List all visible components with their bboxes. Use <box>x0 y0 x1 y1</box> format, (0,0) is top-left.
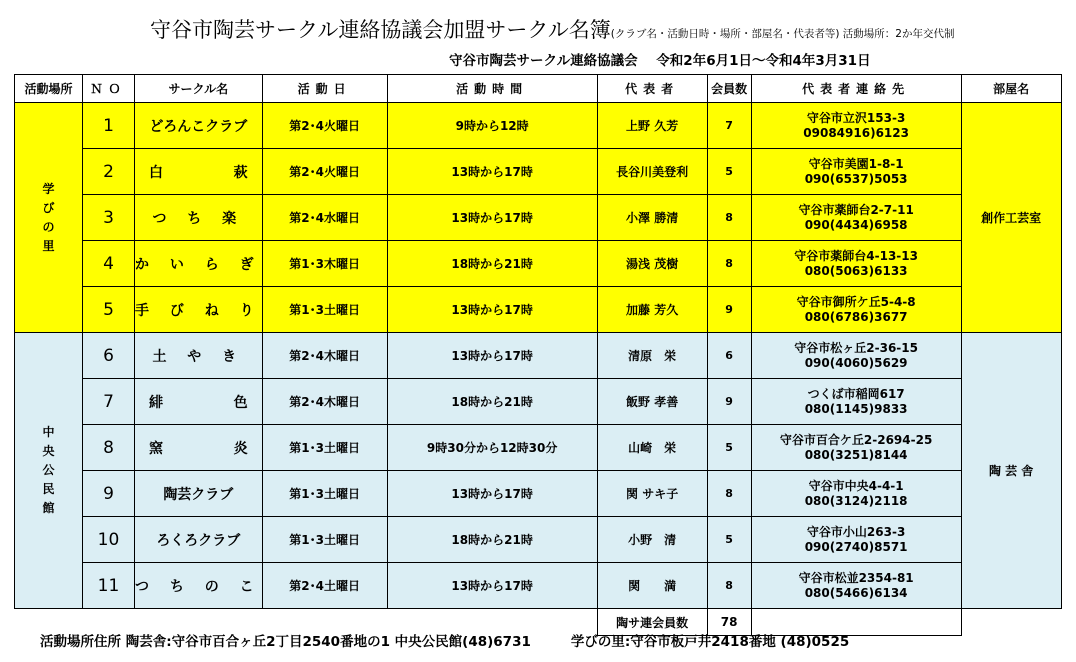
contact-cell <box>751 563 961 609</box>
header-location: 活動場所 <box>15 75 83 103</box>
activity-day: 第2･4土曜日 <box>262 563 387 609</box>
member-count: 5 <box>707 149 751 195</box>
representative: 清原 栄 <box>597 333 707 379</box>
contact-phone: 09084916)6123 <box>803 125 909 140</box>
member-count: 8 <box>707 195 751 241</box>
row-number: 5 <box>83 287 135 333</box>
contact-address: 守谷市御所ケ丘5-4-8 <box>796 294 916 309</box>
contact-cell <box>751 195 961 241</box>
header-room: 部屋名 <box>961 75 1061 103</box>
circle-name: 土 や き <box>135 333 263 379</box>
header-contact: 代表者連絡先 <box>751 75 961 103</box>
circle-name: 陶芸クラブ <box>135 471 263 517</box>
representative: 山崎 栄 <box>597 425 707 471</box>
contact-phone: 080(5063)6133 <box>804 263 908 278</box>
header-day: 活動日 <box>262 75 387 103</box>
activity-time: 13時から17時 <box>387 287 597 333</box>
table-row <box>15 425 1062 471</box>
header-row <box>15 75 1062 103</box>
contact-cell <box>751 149 961 195</box>
contact-cell <box>751 333 961 379</box>
contact-cell <box>751 103 961 149</box>
activity-time: 9時30分から12時30分 <box>387 425 597 471</box>
org-name: 守谷市陶芸サークル連絡協議会 <box>449 53 638 69</box>
member-count: 7 <box>707 103 751 149</box>
representative: 湯浅 茂樹 <box>597 241 707 287</box>
contact-phone: 090(6537)5053 <box>804 171 908 186</box>
activity-day: 第1･3土曜日 <box>262 287 387 333</box>
location-char: 中 <box>42 425 55 439</box>
circle-name: 白 萩 <box>135 149 263 195</box>
contact-address: 守谷市松並2354-81 <box>798 570 914 585</box>
member-count: 9 <box>707 287 751 333</box>
row-number: 3 <box>83 195 135 241</box>
title-main: 守谷市陶芸サークル連絡協議会加盟サークル名簿 <box>150 18 611 42</box>
activity-day: 第1･3土曜日 <box>262 517 387 563</box>
member-count: 9 <box>707 379 751 425</box>
representative: 関 サキ子 <box>597 471 707 517</box>
circle-name: つ ち の こ <box>135 563 263 609</box>
member-count: 6 <box>707 333 751 379</box>
activity-time: 18時から21時 <box>387 241 597 287</box>
activity-time: 13時から17時 <box>387 471 597 517</box>
circle-name: 緋 色 <box>135 379 263 425</box>
table-row <box>15 471 1062 517</box>
activity-time: 18時から21時 <box>387 517 597 563</box>
contact-cell <box>751 379 961 425</box>
contact-cell <box>751 425 961 471</box>
org-line <box>449 49 885 69</box>
representative: 関 満 <box>597 563 707 609</box>
contact-address: 守谷市小山263-3 <box>806 524 906 539</box>
contact-address: つくば市稲岡617 <box>807 386 905 401</box>
member-count: 8 <box>707 241 751 287</box>
circle-table <box>14 74 1062 636</box>
title-sub: (クラブ名・活動日時・場所・部屋名・代表者等) 活動場所：2か年交代制 <box>610 28 955 40</box>
total-label: 陶サ連会員数 <box>597 609 707 636</box>
representative: 小野 清 <box>597 517 707 563</box>
location-char: 館 <box>42 501 55 515</box>
activity-day: 第2･4火曜日 <box>262 149 387 195</box>
contact-phone: 090(4060)5629 <box>804 355 908 370</box>
circle-name: 窯 炎 <box>135 425 263 471</box>
contact-cell <box>751 471 961 517</box>
representative: 上野 久芳 <box>597 103 707 149</box>
footer-addresses <box>40 630 849 650</box>
location-char: の <box>42 219 55 234</box>
location-char: び <box>42 200 55 215</box>
contact-phone: 080(3124)2118 <box>804 493 908 508</box>
contact-phone: 090(4434)6958 <box>804 217 908 232</box>
header-time: 活動時間 <box>387 75 597 103</box>
circle-name: どろんこクラブ <box>135 103 263 149</box>
member-count: 5 <box>707 425 751 471</box>
table-row <box>15 149 1062 195</box>
table-row <box>15 517 1062 563</box>
row-number: 10 <box>83 517 135 563</box>
activity-day: 第1･3木曜日 <box>262 241 387 287</box>
activity-time: 13時から17時 <box>387 149 597 195</box>
row-number: 8 <box>83 425 135 471</box>
contact-phone: 080(6786)3677 <box>804 309 908 324</box>
location-char: 公 <box>42 463 55 477</box>
activity-day: 第2･4木曜日 <box>262 333 387 379</box>
contact-address: 守谷市中央4-4-1 <box>808 478 904 493</box>
footer-manabi: 学びの里:守谷市板戸井2418番地 (48)0525 <box>570 634 850 650</box>
table-row <box>15 241 1062 287</box>
header-name: サークル名 <box>135 75 263 103</box>
contact-address: 守谷市美園1-8-1 <box>808 156 904 171</box>
table-row <box>15 287 1062 333</box>
room-name: 陶 芸 舎 <box>961 333 1061 609</box>
contact-cell <box>751 241 961 287</box>
circle-name: ろくろクラブ <box>135 517 263 563</box>
table-row <box>15 379 1062 425</box>
header-members: 会員数 <box>707 75 751 103</box>
representative: 長谷川美登利 <box>597 149 707 195</box>
row-number: 1 <box>83 103 135 149</box>
contact-address: 守谷市立沢153-3 <box>806 110 906 125</box>
activity-time: 9時から12時 <box>387 103 597 149</box>
table-body <box>15 103 1062 636</box>
activity-day: 第2･4火曜日 <box>262 103 387 149</box>
contact-phone: 080(5466)6134 <box>804 585 908 600</box>
row-number: 6 <box>83 333 135 379</box>
location-cell <box>15 103 83 333</box>
location-char: 民 <box>42 482 55 496</box>
row-number: 4 <box>83 241 135 287</box>
location-cell <box>15 333 83 609</box>
contact-address: 守谷市薬師台2-7-11 <box>798 202 914 217</box>
table-row <box>15 103 1062 149</box>
activity-day: 第1･3土曜日 <box>262 425 387 471</box>
contact-cell <box>751 287 961 333</box>
activity-time: 13時から17時 <box>387 333 597 379</box>
table-row <box>15 333 1062 379</box>
representative: 加藤 芳久 <box>597 287 707 333</box>
table-row <box>15 195 1062 241</box>
table-row <box>15 563 1062 609</box>
row-number: 2 <box>83 149 135 195</box>
member-count: 8 <box>707 471 751 517</box>
row-number: 9 <box>83 471 135 517</box>
activity-time: 13時から17時 <box>387 195 597 241</box>
footer-venues: 活動場所住所 陶芸舎:守谷市百合ヶ丘2丁目2540番地の1 中央公民館(48)6731 <box>40 634 531 650</box>
activity-day: 第2･4水曜日 <box>262 195 387 241</box>
circle-name: つ ち 楽 <box>135 195 263 241</box>
circle-name: 手 び ね り <box>135 287 263 333</box>
circle-name: か い ら ぎ <box>135 241 263 287</box>
total-value: 78 <box>707 609 751 636</box>
contact-phone: 080(1145)9833 <box>804 401 908 416</box>
contact-address: 守谷市百合ケ丘2-2694-25 <box>779 432 933 447</box>
row-number: 11 <box>83 563 135 609</box>
member-count: 8 <box>707 563 751 609</box>
contact-address: 守谷市薬師台4-13-13 <box>794 248 918 263</box>
total-spacer-right <box>961 609 1061 636</box>
location-char: 央 <box>42 444 55 458</box>
activity-time: 13時から17時 <box>387 563 597 609</box>
row-number: 7 <box>83 379 135 425</box>
contact-phone: 080(3251)8144 <box>804 447 908 462</box>
document-title <box>150 14 954 44</box>
location-char: 里 <box>42 238 55 253</box>
contact-phone: 090(2740)8571 <box>804 539 908 554</box>
header-rep: 代表者 <box>597 75 707 103</box>
representative: 小澤 勝清 <box>597 195 707 241</box>
activity-day: 第1･3土曜日 <box>262 471 387 517</box>
activity-time: 18時から21時 <box>387 379 597 425</box>
member-count: 5 <box>707 517 751 563</box>
contact-cell <box>751 517 961 563</box>
contact-address: 守谷市松ヶ丘2-36-15 <box>794 340 918 355</box>
activity-day: 第2･4木曜日 <box>262 379 387 425</box>
representative: 飯野 孝善 <box>597 379 707 425</box>
room-name: 創作工芸室 <box>961 103 1061 333</box>
org-period: 令和2年6月1日～令和4年3月31日 <box>656 53 871 69</box>
location-char: 学 <box>42 181 55 196</box>
header-no: ＮＯ <box>83 75 135 103</box>
